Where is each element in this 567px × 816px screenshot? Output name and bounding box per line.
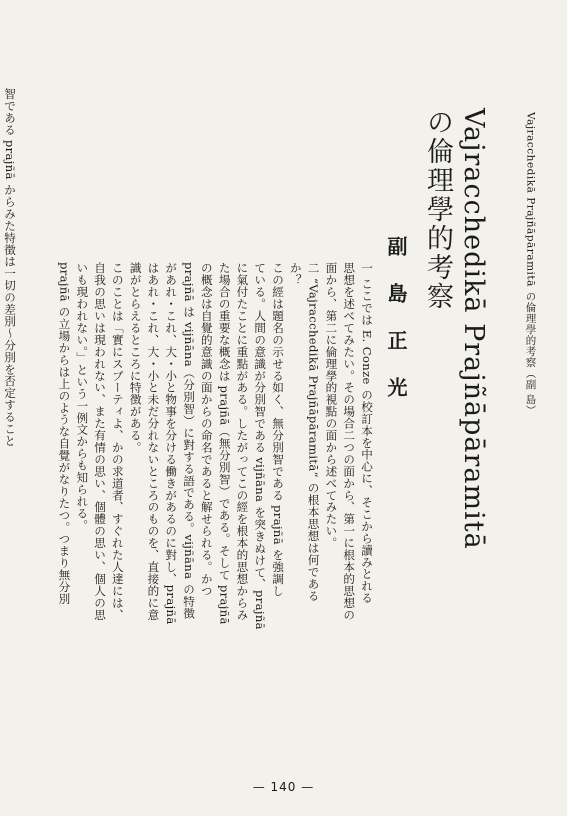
article-title-main: Vajracchedikā Prajñāpāramitā — [458, 108, 489, 550]
body-right-text-line: はあれ・これ、大・小と未だ分れないところのものを、直接的に意 — [146, 262, 161, 621]
author-name: 副 島 正 光 — [384, 236, 408, 407]
body-right-text-line: ている。人間の意識が分別智である vijñāna を突きぬけて、prajñā — [253, 262, 268, 630]
body-right-text-line: か？ — [288, 262, 303, 286]
body-right-text-line: 識がとらえるところに特徴がある。 — [128, 262, 143, 454]
body-right-text-line: このことは「實にスブーティよ、かの求道者、すぐれた人達には、 — [110, 262, 125, 621]
body-right-text — [55, 262, 375, 734]
page-number: — 140 — — [252, 780, 315, 794]
body-right-text-line: いも現われない。」という一例文からも知られる。 — [75, 262, 90, 532]
body-right-text-line: 思想を述べてみたい。その場合二つの面から、第一に根本的思想の — [342, 262, 357, 621]
body-right-text-line: この經は題名の示せる如く、無分別智である prajñā を強調し — [271, 262, 286, 597]
body-right-text-line: の概念は自覺的意識の面からの命名であると解せられる。かつ — [199, 262, 214, 597]
body-right-text-line: 二 “Vajracchedikā Prajñāpāramitā” の根本思想は何である — [306, 262, 321, 602]
journal-page: Vajracchedikā Prajñāpāramitā の倫理學的考察（副 島） Vajracchedikā Prajñāpāramitā の倫理學的考察 副 島 正 光 — 140 — 一 ここでは E. Conze の校訂本を中心に、そこから讀みとれる 思想を述べてみたい。その場合二つの面から、第一に根本的思想の 面から、第二に倫理學的視點の面から述べてみたい。 二 “Vajracchedikā Prajñāpāramitā” の根本思想は何である か？ この經は題名の示せる如く、無分別智である prajñā を強調し ている。人間の意識が分別智である vijñāna を突きぬけて、prajñā に氣付たことに重點がある。したがってこの經を根本的思想からみ た場合の重要な概念は prajñā（無分別智）である。そして prajñā の概念は自覺的意識の面からの命名であると解せられる。かつ prajñā は vijñāna（分別智）に對する語である。vijñāna の特徴 があれ・これ、大・小と物事を分ける働きがあるのに對し、prajñā はあれ・これ、大・小と未だ分れないところのものを、直接的に意 識がとらえるところに特徴がある。 このことは「實にスブーティよ、かの求道者、すぐれた人達には、 自我の思いは現われない、また有情の思い、個體の思い、個人の思 いも現われない。」という一例文からも知られる。 prajñā の立場からは上のような自覺がなりたつ。つまり無分別 智である prajñā からみた特徴は一切の差別～分別を否定すること — [0, 0, 567, 816]
body-right-text-line: prajñā は vijñāna（分別智）に對する語である。vijñāna の特徴 — [182, 262, 197, 620]
running-head: Vajracchedikā Prajñāpāramitā の倫理學的考察（副 島） — [524, 112, 537, 416]
body-right-text-line: があれ・これ、大・小と物事を分ける働きがあるのに對し、prajñā — [164, 262, 179, 625]
body-right-text-line: prajñā の立場からは上のような自覺がなりたつ。つまり無分別 — [57, 262, 72, 605]
body-right-text-line: 一 ここでは E. Conze の校訂本を中心に、そこから讀みとれる — [360, 262, 374, 604]
body-right-text-line: た場合の重要な概念は prajñā（無分別智）である。そして prajñā — [217, 262, 232, 625]
article-title-sub: の倫理學的考察 — [422, 108, 453, 311]
body-right-text-line: 面から、第二に倫理學的視點の面から述べてみたい。 — [324, 262, 339, 549]
body-right-text-line: 自我の思いは現われない、また有情の思い、個體の思い、個人の思 — [93, 262, 108, 621]
body-right-text-line: に氣付たことに重點がある。したがってこの經を根本的思想からみ — [235, 262, 250, 621]
